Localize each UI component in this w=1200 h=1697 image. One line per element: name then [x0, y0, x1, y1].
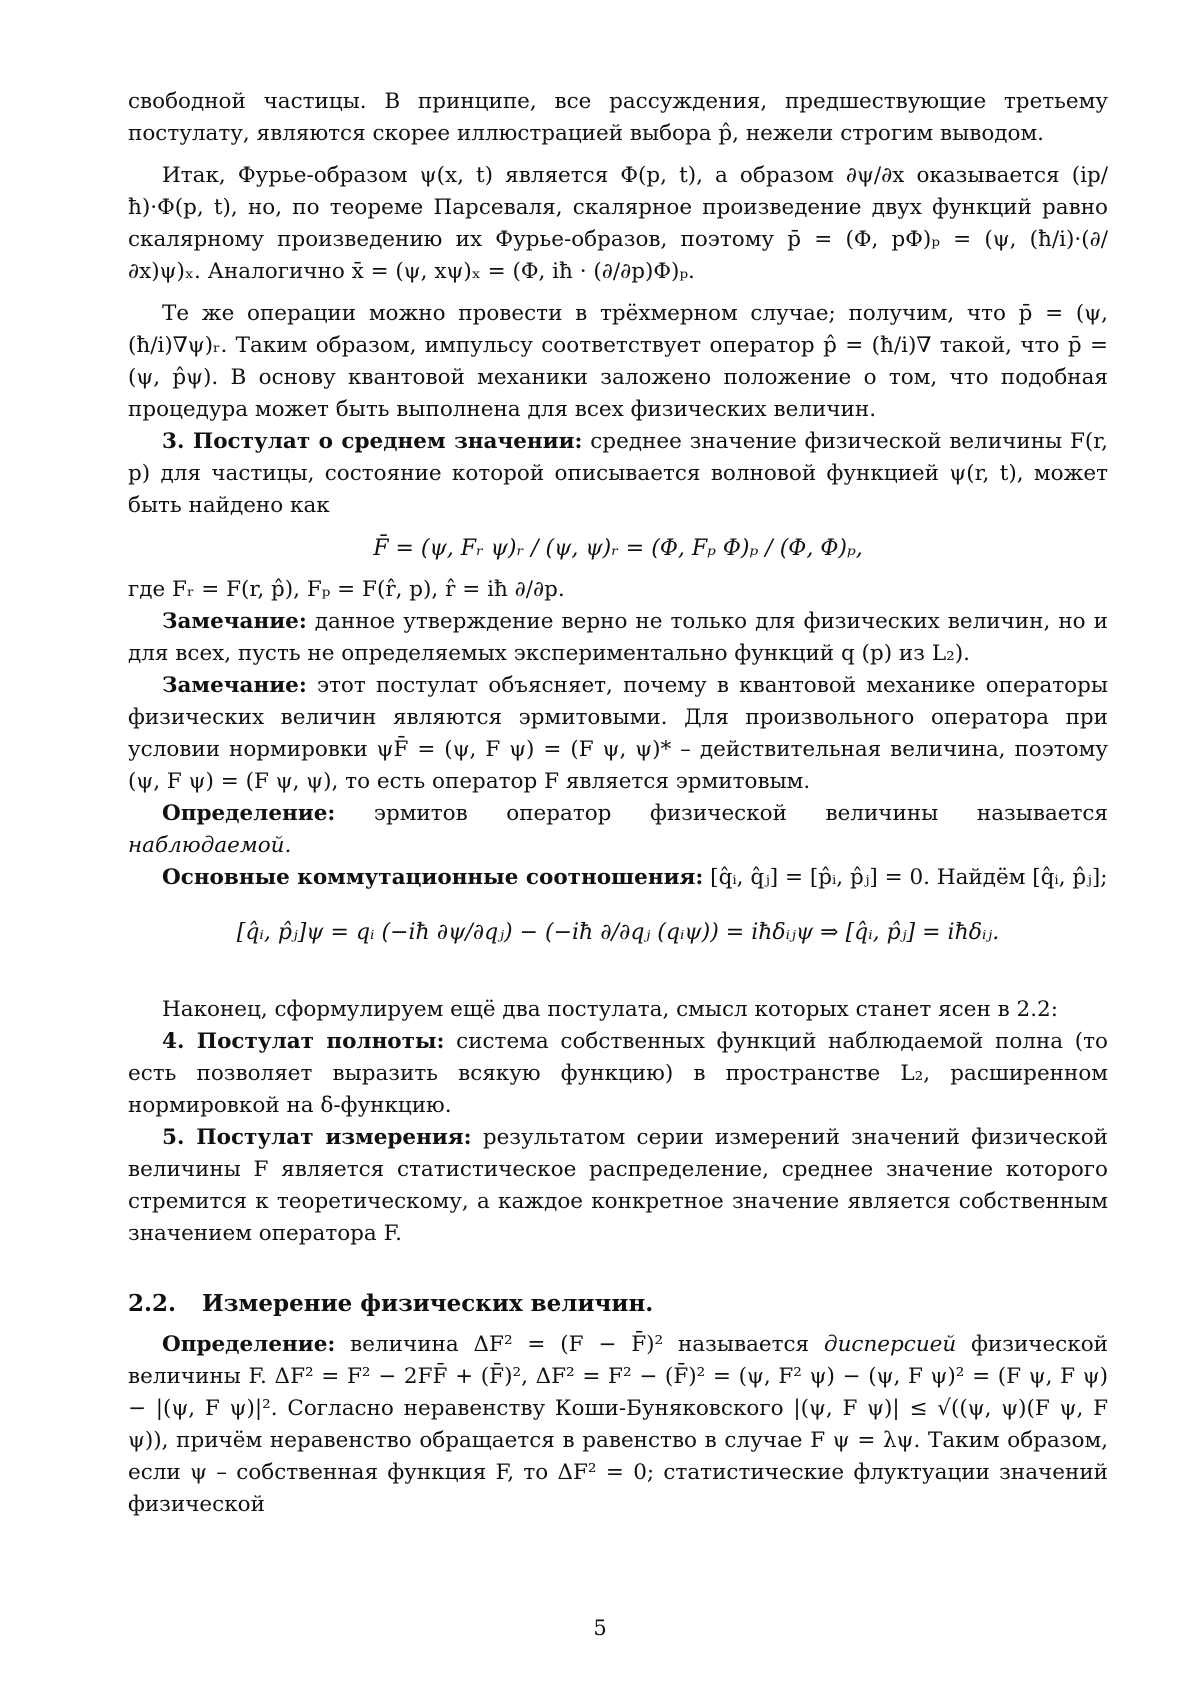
remark-1-label: Замечание: — [162, 609, 307, 634]
paragraph-fourier: Итак, Фурье-образом ψ(x, t) является Φ(p, t), а образом ∂ψ/∂x оказывается (ip/ħ)·Φ(p, t), но, по теореме Парсеваля, скалярное произведение двух функций равно скалярному произведению их Фурье-образов, поэтому p̄ = (Φ, pΦ)ₚ = (ψ, (ħ/i)·(∂/∂x)ψ)ₓ. Аналогично x̄ = (ψ, xψ)ₓ = (Φ, iħ · (∂/∂p)Φ)ₚ. — [128, 163, 1108, 284]
section-title: Измерение физических величин. — [202, 1290, 654, 1317]
formula-commutator: [q̂ᵢ, p̂ⱼ]ψ = qᵢ (−iħ ∂ψ/∂qⱼ) − (−iħ ∂/∂qⱼ (qᵢψ)) = iħδᵢⱼψ ⇒ [q̂ᵢ, p̂ⱼ] = iħδᵢⱼ. — [236, 920, 1000, 945]
commutation-text: [q̂ᵢ, q̂ⱼ] = [p̂ᵢ, p̂ⱼ] = 0. Найдём [q̂ᵢ, p̂ⱼ]; — [703, 865, 1108, 890]
section-heading — [128, 1290, 1108, 1317]
remark-1 — [128, 606, 1108, 670]
page-content — [128, 86, 1108, 1521]
formula-mean-value: F̄ = (ψ, Fᵣ ψ)ᵣ / (ψ, ψ)ᵣ = (Φ, Fₚ Φ)ₚ / (Φ, Φ)ₚ, — [373, 536, 863, 561]
postulate-5-label: 5. Постулат измерения: — [162, 1125, 472, 1150]
remark-2-text: этот постулат объясняет, почему в квантовой механике операторы физических величин являются эрмитовыми. Для произвольного оператора при условии нормировки ψF̄ = (ψ, F ψ) = (F ψ, ψ)* – действительная величина, поэтому (ψ, F ψ) = (F ψ, ψ), то есть оператор F является эрмитовым. — [128, 673, 1108, 794]
definition-text: эрмитов оператор физической величины называется — [335, 801, 1108, 826]
postulate-3-text: среднее значение физической величины F(r, p) для частицы, состояние которой описывается волновой функцией ψ(r, t), может быть найдено как — [128, 429, 1108, 518]
definition-2-text-a: величина ΔF² = (F − F̄)² называется — [335, 1332, 824, 1357]
remark-2 — [128, 670, 1108, 798]
postulate-5-text: результатом серии измерений значений физической величины F является статистическое распределение, среднее значение которого стремится к теоретическому, а каждое конкретное значение является собственным значением оператора F. — [128, 1125, 1109, 1246]
commutation-label: Основные коммутационные соотношения: — [162, 865, 704, 890]
commutation-relations — [128, 862, 1108, 894]
formula-where-line: где Fᵣ = F(r, p̂), Fₚ = F(r̂, p), r̂ = iħ ∂/∂p. — [128, 577, 565, 602]
definition-2-term: дисперсией — [823, 1332, 957, 1357]
definition-dispersion — [128, 1329, 1108, 1521]
remark-2-label: Замечание: — [162, 673, 307, 698]
definition-observable — [128, 798, 1108, 862]
paragraph-3d: Те же операции можно провести в трёхмерном случае; получим, что p̄ = (ψ, (ħ/i)∇ψ)ᵣ. Таким образом, импульсу соответствует оператор p̂ = (ħ/i)∇ такой, что p̄ = (ψ, p̂ψ). В основу квантовой механики заложено положение о том, что подобная процедура может быть выполнена для всех физических величин. — [128, 301, 1108, 422]
section-number: 2.2. — [128, 1290, 177, 1317]
remark-1-text: данное утверждение верно не только для физических величин, но и для всех, пусть не определяемых экспериментально функций q (p) из L₂). — [128, 609, 1108, 666]
paragraph-intro: свободной частицы. В принципе, все рассуждения, предшествующие третьему постулату, являются скорее иллюстрацией выбора p̂, нежели строгим выводом. — [128, 89, 1108, 146]
postulate-4-label: 4. Постулат полноты: — [162, 1029, 445, 1054]
definition-label: Определение: — [162, 801, 336, 826]
postulate-4-text: система собственных функций наблюдаемой полна (то есть позволяет выразить всякую функцию) в пространстве L₂, расширенном нормировкой на δ-функцию. — [128, 1029, 1108, 1118]
definition-term: наблюдаемой. — [128, 833, 292, 858]
paragraph-finally: Наконец, сформулируем ещё два постулата, смысл которых станет ясен в 2.2: — [162, 997, 1058, 1022]
postulate-4 — [128, 1026, 1108, 1122]
definition-2-label: Определение: — [162, 1332, 336, 1357]
page-number: 5 — [593, 1616, 607, 1640]
postulate-3 — [128, 426, 1108, 522]
definition-2-text-b: физической величины F. ΔF² = F² − 2FF̄ + (F̄)², ΔF² = F² − (F̄)² = (ψ, F² ψ) − (ψ, F ψ)² = (F ψ, F ψ) − |(ψ, F ψ)|². Согласно неравенству Коши-Буняковского |(ψ, F ψ)| ≤ √((ψ, ψ)(F ψ, F ψ)), причём неравенство обращается в равенство в случае F ψ = λψ. Таким образом, если ψ – собственная функция F, то ΔF² = 0; статистические флуктуации значений физической — [128, 1332, 1108, 1517]
postulate-3-label: 3. Постулат о среднем значении: — [162, 429, 583, 454]
postulate-5 — [128, 1122, 1108, 1250]
